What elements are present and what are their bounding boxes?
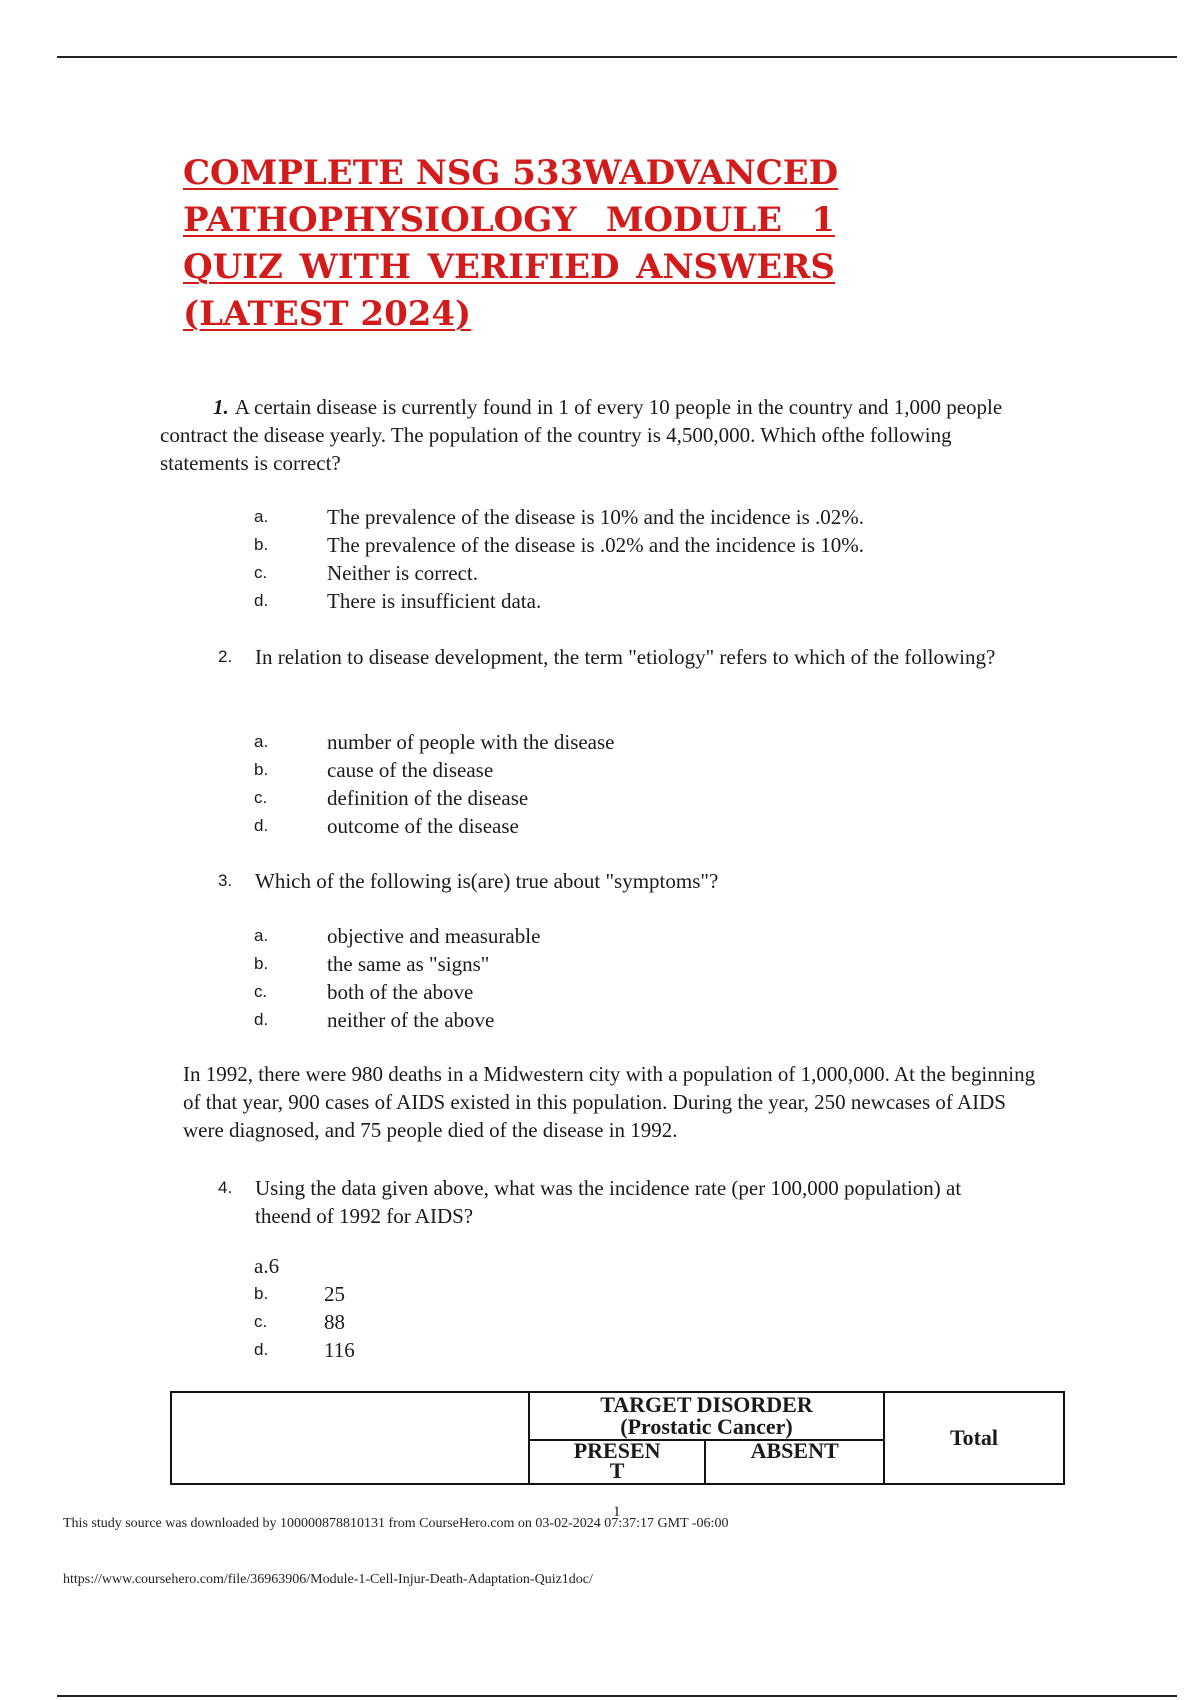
scenario-paragraph: In 1992, there were 980 deaths in a Midwestern city with a population of 1,000,000. At the beginning of that year, 900 cases of AIDS existed in this population. During the year, 250 newcases of AIDS were diagnosed, and 75 people died of the disease in 1992. [183,1062,1036,1142]
title-line: PATHOPHYSIOLOGY MODULE 1 [183,200,835,240]
option-text: There is insufficient data. [327,589,542,613]
option-item [254,503,864,531]
source-note: This study source was downloaded by 100000878810131 from CourseHero.com on 03-02-2024 07:37:17 GMT -06:00 [63,1516,729,1531]
question-1-options [254,503,864,615]
option-item [254,728,615,756]
option-item [254,950,540,978]
header-line: (Prostatic Cancer) [620,1414,793,1439]
question-number: 2. [218,647,233,666]
option-item [254,1336,355,1364]
option-letter: a. [254,926,269,945]
question-2 [218,643,1018,671]
question-2-options [254,728,615,840]
option-item [254,922,540,950]
option-letter: d. [254,1340,269,1359]
option-text: outcome of the disease [327,814,519,838]
question-number: 4. [218,1178,233,1197]
option-item [254,812,615,840]
document-title [183,150,839,338]
option-item [254,756,615,784]
question-4-options [254,1280,355,1364]
table-header-target-disorder [529,1392,884,1440]
question-text: Using the data given above, what was the incidence rate (per 100,000 population) at theend of 1992 for AIDS? [255,1176,962,1228]
option-item [254,531,864,559]
option-letter: a. [254,732,269,751]
option-letter: c. [254,788,268,807]
title-line: QUIZ WITH VERIFIED ANSWERS [183,247,835,287]
option-text: 88 [324,1310,345,1334]
option-text: neither of the above [327,1008,495,1032]
bottom-rule [57,1695,1177,1697]
option-text: cause of the disease [327,758,494,782]
option-letter: c. [254,563,268,582]
option-letter: d. [254,816,269,835]
option-a-inline: a.6 [254,1254,280,1278]
option-text: number of people with the disease [327,730,615,754]
option-text: 116 [324,1338,355,1362]
option-letter: c. [254,1312,268,1331]
question-4 [218,1174,1018,1230]
option-text: objective and measurable [327,924,541,948]
table-header-present [529,1440,705,1484]
top-rule [57,56,1177,58]
question-text: A certain disease is currently found in 1 of every 10 people in the country and 1,000 people contract the disease yearly. The population of the country is 4,500,000. Which ofthe following statements is correct? [160,395,1003,475]
option-text: both of the above [327,980,474,1004]
option-item [254,1280,355,1308]
option-item [254,784,615,812]
option-item [254,559,864,587]
question-1 [160,393,1020,477]
option-text: The prevalence of the disease is .02% and the incidence is 10%. [327,533,865,557]
option-text: Neither is correct. [327,561,479,585]
option-item [254,1006,540,1034]
page-number: 1 [613,1504,621,1520]
option-letter: b. [254,760,269,779]
option-letter: a. [254,507,269,526]
question-number: 1. [213,395,229,419]
title-line: COMPLETE NSG 533WADVANCED [183,153,839,193]
question-3-options [254,922,540,1034]
option-text: 25 [324,1282,345,1306]
question-text: In relation to disease development, the term "etiology" refers to which of the following? [255,645,996,669]
option-item [254,978,540,1006]
question-3 [218,867,1018,895]
table-blank-cell [171,1392,529,1484]
table-header-total: Total [884,1392,1064,1484]
option-letter: b. [254,1284,269,1303]
header-line: PRESEN [573,1438,661,1463]
header-line: TARGET DISORDER [600,1392,813,1417]
option-text: The prevalence of the disease is 10% and the incidence is .02%. [327,505,865,529]
option-text: definition of the disease [327,786,529,810]
title-line: (LATEST 2024) [183,294,472,334]
option-letter: d. [254,591,269,610]
target-disorder-table [170,1391,1065,1485]
header-line: T [609,1458,625,1483]
source-url: https://www.coursehero.com/file/36963906/Module-1-Cell-Injur-Death-Adaptation-Quiz1doc/ [63,1572,593,1587]
table-header-absent: ABSENT [705,1440,884,1484]
question-number: 3. [218,871,233,890]
option-item [254,587,864,615]
option-item [254,1308,355,1336]
option-letter: b. [254,535,269,554]
option-letter: d. [254,1010,269,1029]
option-letter: b. [254,954,269,973]
question-text: Which of the following is(are) true about "symptoms"? [255,869,719,893]
option-letter: c. [254,982,268,1001]
option-text: the same as "signs" [327,952,490,976]
